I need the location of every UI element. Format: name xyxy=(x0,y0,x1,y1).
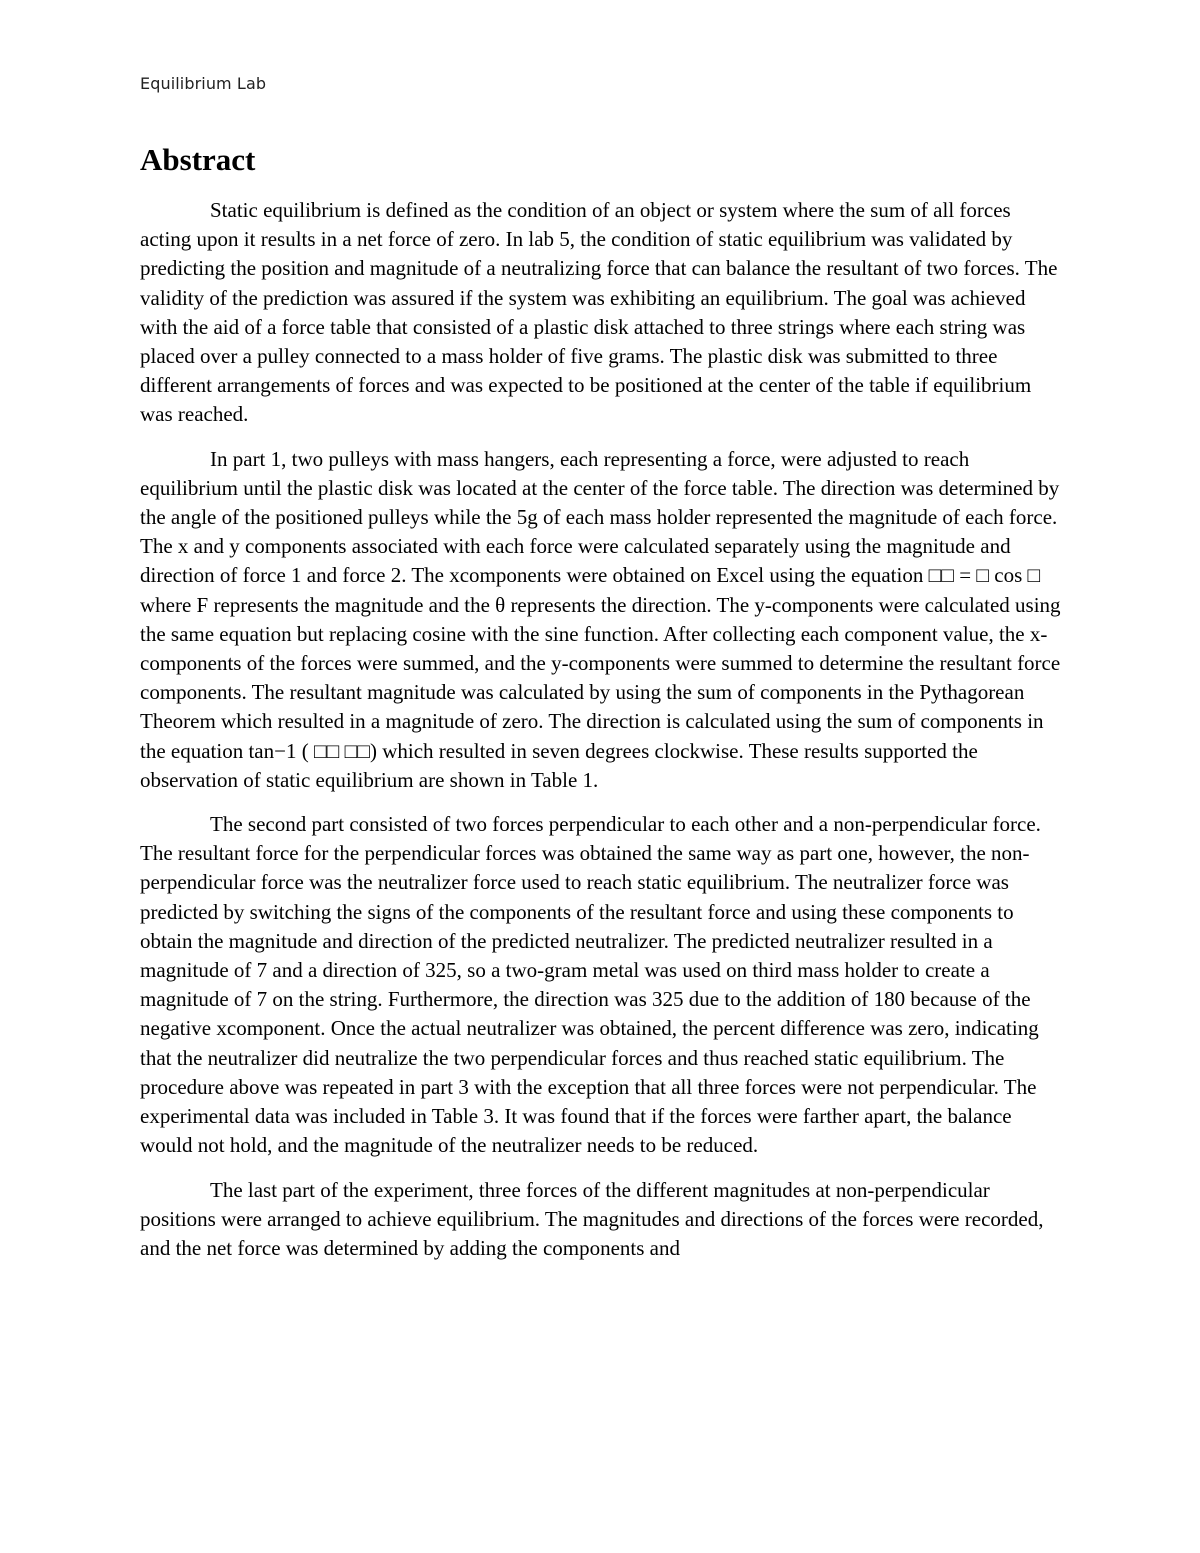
running-header: Equilibrium Lab xyxy=(140,74,267,93)
paragraph-part-1-text-b: where F represents the magnitude and the θ represents the direction. The y-components were calculated using the same equation but replacing cosine with the sine function. After collecting each component value, the x-components of the forces were summed, and the y-components were summed to determine the resultant force components. The resultant magnitude was calculated by using the sum of components in the Pythagorean Theorem which resulted in a magnitude of zero. The direction is calculated using the sum of components in the equation xyxy=(140,592,1061,763)
equation-x-component: □□ = □ cos □ xyxy=(928,563,1041,588)
paragraph-part-1 xyxy=(140,445,1066,795)
paragraph-part-1-text-c: which resulted in seven degrees clockwise. These results supported the observation of static equilibrium are shown in Table 1. xyxy=(140,738,978,792)
paragraph-part-1-text-a: In part 1, two pulleys with mass hangers, each representing a force, were adjusted to reach equilibrium until the plastic disk was located at the center of the force table. The direction was determined by the angle of the positioned pulleys while the 5g of each mass holder represented the magnitude of each force. The x and y components associated with each force were calculated separately using the magnitude and direction of force 1 and force 2. The xcomponents were obtained on Excel using the equation xyxy=(140,446,1060,588)
section-title: Abstract xyxy=(140,142,256,177)
paragraph-intro: Static equilibrium is defined as the condition of an object or system where the sum of all forces acting upon it results in a net force of zero. In lab 5, the condition of static equilibrium was validated by predicting the position and magnitude of a neutralizing force that can balance the resultant of two forces. The validity of the prediction was assured if the system was exhibiting an equilibrium. The goal was achieved with the aid of a force table that consisted of a plastic disk attached to three strings where each string was placed over a pulley connected to a mass holder of five grams. The plastic disk was submitted to three different arrangements of forces and was expected to be positioned at the center of the table if equilibrium was reached. xyxy=(140,198,1058,427)
equation-direction: tan−1 ( □□ □□) xyxy=(248,738,377,763)
paragraph-part-2-3: The second part consisted of two forces perpendicular to each other and a non-perpendicular force. The resultant force for the perpendicular forces was obtained the same way as part one, however, the non-perpendicular force was the neutralizer force used to reach static equilibrium. The neutralizer force was predicted by switching the signs of the components of the resultant force and using these components to obtain the magnitude and direction of the predicted neutralizer. The predicted neutralizer resulted in a magnitude of 7 and a direction of 325, so a two-gram metal was used on third mass holder to create a magnitude of 7 on the string. Furthermore, the direction was 325 due to the addition of 180 because of the negative xcomponent. Once the actual neutralizer was obtained, the percent difference was zero, indicating that the neutralizer did neutralize the two perpendicular forces and thus reached static equilibrium. The procedure above was repeated in part 3 with the exception that all three forces were not perpendicular. The experimental data was included in Table 3. It was found that if the forces were farther apart, the balance would not hold, and the magnitude of the neutralizer needs to be reduced. xyxy=(140,812,1041,1158)
paragraph-last-part: The last part of the experiment, three forces of the different magnitudes at non-perpendicular positions were arranged to achieve equilibrium. The magnitudes and directions of the forces were recorded, and the net force was determined by adding the components and xyxy=(140,1177,1044,1260)
abstract-body xyxy=(140,196,1066,1278)
